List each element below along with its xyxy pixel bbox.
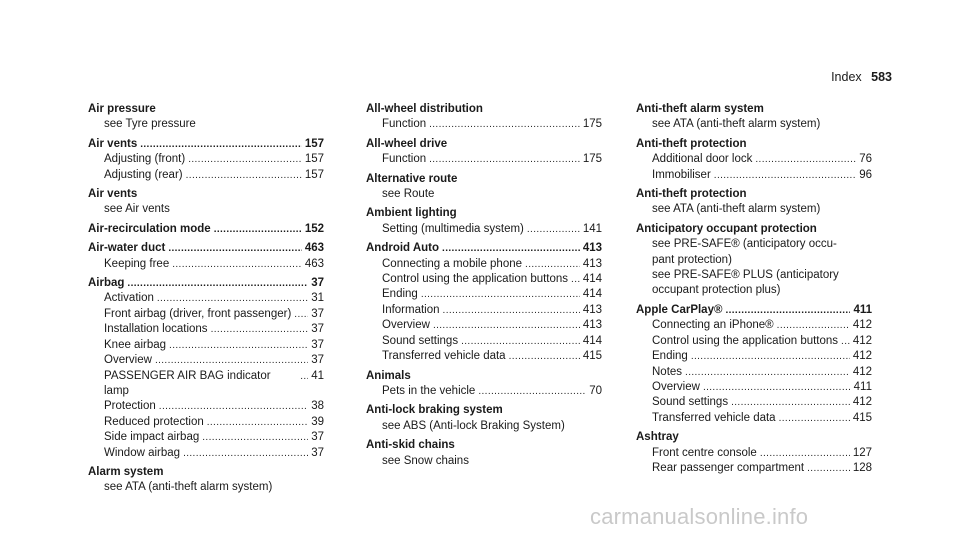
page-reference[interactable]: 141 xyxy=(582,222,602,235)
dot-leader xyxy=(755,152,856,167)
index-heading xyxy=(88,137,324,152)
index-subentry-text: Connecting an iPhone® xyxy=(652,319,774,332)
index-subentry xyxy=(366,349,602,364)
dot-leader xyxy=(202,430,308,445)
page-reference[interactable]: 175 xyxy=(582,153,602,166)
dot-leader xyxy=(685,365,850,380)
dot-leader xyxy=(140,137,302,152)
index-subentry xyxy=(88,338,324,353)
page-reference[interactable]: 37 xyxy=(311,323,324,336)
index-subentry xyxy=(636,461,872,476)
dot-leader xyxy=(691,349,850,364)
dot-leader xyxy=(421,287,580,302)
index-heading xyxy=(366,137,602,152)
dot-leader xyxy=(159,399,308,414)
index-subentry xyxy=(366,419,602,434)
page-reference[interactable]: 96 xyxy=(859,168,872,181)
index-heading-text: Anti-skid chains xyxy=(366,439,455,452)
index-subentry-text: Activation xyxy=(104,292,154,305)
index-subentry-text: Pets in the vehicle xyxy=(382,384,476,397)
index-entry xyxy=(366,137,602,168)
index-subentry-text: Ending xyxy=(652,350,688,363)
page-reference[interactable]: 463 xyxy=(304,242,324,255)
index-subentry xyxy=(366,303,602,318)
index-entry xyxy=(636,303,872,426)
dot-leader xyxy=(571,272,580,287)
index-entry xyxy=(636,222,872,299)
index-subentry-text: Setting (multimedia system) xyxy=(382,222,524,235)
dot-leader xyxy=(207,415,308,430)
index-heading-text: Anti-theft alarm system xyxy=(636,103,764,115)
index-subentry xyxy=(88,291,324,306)
index-heading xyxy=(366,241,602,256)
index-subentry xyxy=(366,117,602,132)
index-subentry xyxy=(88,117,324,132)
page-reference[interactable]: 127 xyxy=(852,446,872,459)
page-reference[interactable]: 412 xyxy=(852,319,872,332)
index-entry xyxy=(636,187,872,218)
index-heading-text: Air-water duct xyxy=(88,242,166,255)
index-subentry-text: Function xyxy=(382,118,427,131)
index-heading-text: Animals xyxy=(366,369,411,382)
page-reference[interactable]: 37 xyxy=(311,354,324,367)
index-heading xyxy=(88,276,324,291)
page-reference[interactable]: 38 xyxy=(311,400,324,413)
index-heading-text: Air vents xyxy=(88,137,138,150)
index-subentry-text: Sound settings xyxy=(652,396,729,409)
page-number: 583 xyxy=(871,70,892,84)
page-reference[interactable]: 414 xyxy=(582,334,602,347)
index-subentry-text: Overview xyxy=(382,319,430,332)
index-subentry-text: see ATA (anti-theft alarm system) xyxy=(652,203,821,216)
index-subentry-text: see Route xyxy=(382,188,435,201)
index-entry xyxy=(366,241,602,364)
index-subentry-text: Connecting a mobile phone xyxy=(382,257,523,270)
dot-leader xyxy=(478,384,586,399)
index-entry xyxy=(636,137,872,183)
index-subentry xyxy=(88,415,324,430)
index-entry xyxy=(88,465,324,496)
index-entry xyxy=(88,241,324,272)
index-subentry-text: Sound settings xyxy=(382,334,459,347)
index-heading-text: Airbag xyxy=(88,277,125,290)
dot-leader xyxy=(169,338,308,353)
dot-leader xyxy=(779,411,850,426)
dot-leader xyxy=(841,334,850,349)
index-heading-text: Anti-lock braking system xyxy=(366,404,503,417)
page-reference[interactable]: 152 xyxy=(304,222,324,235)
index-subentry-text: see ATA (anti-theft alarm system) xyxy=(652,118,821,131)
page-reference[interactable]: 37 xyxy=(311,338,324,351)
dot-leader xyxy=(525,257,580,272)
index-heading xyxy=(88,241,324,256)
dot-leader xyxy=(211,322,309,337)
page-reference[interactable]: 76 xyxy=(859,153,872,166)
page-reference[interactable]: 415 xyxy=(582,350,602,363)
index-subentry xyxy=(88,202,324,217)
index-subentry-text: Window airbag xyxy=(104,446,181,459)
index-heading-text: Anticipatory occupant protection xyxy=(636,222,817,235)
index-heading xyxy=(366,369,602,384)
page-reference[interactable]: 412 xyxy=(852,350,872,363)
index-subentry-text: Installation locations xyxy=(104,323,208,336)
index-subentry xyxy=(366,454,602,469)
page-reference[interactable]: 157 xyxy=(304,137,324,150)
index-column-2 xyxy=(366,102,602,473)
index-entry xyxy=(88,222,324,237)
index-heading xyxy=(636,303,872,318)
index-subentry-text: see ATA (anti-theft alarm system) xyxy=(104,481,273,494)
dot-leader xyxy=(172,257,302,272)
dot-leader xyxy=(443,303,580,318)
index-subentry-text: Knee airbag xyxy=(104,338,167,351)
index-subentry xyxy=(366,152,602,167)
index-subentry xyxy=(88,322,324,337)
index-heading xyxy=(366,172,602,187)
index-subentry xyxy=(88,399,324,414)
index-subentry xyxy=(366,257,602,272)
index-subentry-text: Keeping free xyxy=(104,257,170,270)
index-heading-text: Apple CarPlay® xyxy=(636,303,723,316)
index-subentry xyxy=(88,257,324,272)
index-subentry-text: see Air vents xyxy=(104,203,170,216)
index-subentry xyxy=(636,365,872,380)
dot-leader xyxy=(433,318,580,333)
page-reference[interactable]: 413 xyxy=(582,242,602,255)
dot-leader xyxy=(714,168,856,183)
index-subentry-text: Ending xyxy=(382,288,418,301)
index-heading-text: Ashtray xyxy=(636,431,679,444)
dot-leader xyxy=(188,152,302,167)
watermark: carmanualsonline.info xyxy=(590,504,809,529)
dot-leader xyxy=(294,307,308,322)
index-subentry-text: Reduced protection xyxy=(104,415,204,428)
index-subentry-text: Side impact airbag xyxy=(104,431,200,444)
index-subentry-text: see Snow chains xyxy=(382,454,469,467)
index-subentry xyxy=(636,411,872,426)
index-subentry-text: Overview xyxy=(652,380,700,393)
index-subentry xyxy=(88,353,324,368)
page-header xyxy=(831,70,892,85)
page-reference[interactable]: 415 xyxy=(852,411,872,424)
page-reference[interactable]: 463 xyxy=(304,257,324,270)
index-heading xyxy=(636,187,872,202)
page-reference[interactable]: 412 xyxy=(852,396,872,409)
dot-leader xyxy=(527,222,580,237)
index-heading xyxy=(366,206,602,221)
index-heading xyxy=(636,102,872,117)
index-heading xyxy=(88,102,324,117)
index-subentry xyxy=(636,446,872,461)
index-heading-text: Air-recirculation mode xyxy=(88,222,211,235)
dot-leader xyxy=(300,369,308,384)
index-subentry xyxy=(636,168,872,183)
dot-leader xyxy=(807,461,850,476)
index-heading xyxy=(636,430,872,445)
index-entry xyxy=(88,102,324,133)
index-heading xyxy=(88,465,324,480)
dot-leader xyxy=(777,318,850,333)
index-column-3 xyxy=(636,102,872,480)
dot-leader xyxy=(509,349,580,364)
page-reference[interactable]: 413 xyxy=(582,319,602,332)
dot-leader xyxy=(183,446,308,461)
index-subentry xyxy=(636,237,872,268)
index-subentry-text: see Tyre pressure xyxy=(104,118,196,131)
index-subentry-text: Immobiliser xyxy=(652,168,711,181)
page-reference[interactable]: 414 xyxy=(582,288,602,301)
index-subentry-text: see PRE-SAFE® PLUS (anticipatory occupant protection plus) xyxy=(652,269,839,297)
index-heading-text: Alarm system xyxy=(88,465,164,478)
page-reference[interactable]: 157 xyxy=(304,153,324,166)
index-subentry xyxy=(88,430,324,445)
index-entry xyxy=(88,276,324,461)
page-reference[interactable]: 175 xyxy=(582,118,602,131)
index-subentry xyxy=(636,395,872,410)
page-reference[interactable]: 413 xyxy=(582,257,602,270)
dot-leader xyxy=(725,303,850,318)
index-subentry-text: Transferred vehicle data xyxy=(652,411,776,424)
page-reference[interactable]: 37 xyxy=(311,431,324,444)
page-reference[interactable]: 70 xyxy=(589,384,602,397)
page-reference[interactable]: 414 xyxy=(582,273,602,286)
index-heading xyxy=(366,438,602,453)
index-subentry-text: Adjusting (rear) xyxy=(104,168,183,181)
page-reference[interactable]: 413 xyxy=(582,303,602,316)
page-reference[interactable]: 157 xyxy=(304,168,324,181)
index-entry xyxy=(88,187,324,218)
dot-leader xyxy=(157,291,308,306)
index-heading-text: Air vents xyxy=(88,188,138,201)
dot-leader xyxy=(429,117,580,132)
index-subentry-text: PASSENGER AIR BAG indicator lamp xyxy=(104,369,274,397)
index-heading xyxy=(88,187,324,202)
index-subentry-text: see ABS (Anti-lock Braking System) xyxy=(382,419,565,432)
index-subentry xyxy=(366,334,602,349)
index-heading xyxy=(366,403,602,418)
index-subentry xyxy=(88,446,324,461)
dot-leader xyxy=(168,241,301,256)
dot-leader xyxy=(703,380,851,395)
index-subentry xyxy=(366,272,602,287)
index-entry xyxy=(88,137,324,183)
dot-leader xyxy=(186,168,302,183)
index-heading xyxy=(366,102,602,117)
page-reference[interactable]: 41 xyxy=(311,369,324,382)
index-subentry xyxy=(88,168,324,183)
index-heading-text: Anti-theft protection xyxy=(636,188,747,201)
index-subentry-text: see PRE-SAFE® (anticipatory occu- pant protection) xyxy=(652,238,837,266)
dot-leader xyxy=(127,276,308,291)
page-reference[interactable]: 37 xyxy=(311,307,324,320)
page-reference[interactable]: 128 xyxy=(852,461,872,474)
index-subentry xyxy=(636,334,872,349)
dot-leader xyxy=(214,222,302,237)
index-subentry xyxy=(636,152,872,167)
index-heading-text: All-wheel distribution xyxy=(366,103,483,115)
index-column-1 xyxy=(88,102,324,500)
index-heading xyxy=(636,222,872,237)
dot-leader xyxy=(155,353,308,368)
index-heading-text: Android Auto xyxy=(366,242,440,255)
index-subentry xyxy=(636,117,872,132)
index-subentry-text: Notes xyxy=(652,365,683,378)
index-heading-text: Anti-theft protection xyxy=(636,137,747,150)
index-subentry-text: Control using the application buttons xyxy=(382,273,569,286)
index-subentry xyxy=(636,349,872,364)
index-subentry xyxy=(88,369,324,400)
dot-leader xyxy=(461,334,580,349)
index-heading-text: Air pressure xyxy=(88,103,156,115)
index-subentry xyxy=(366,222,602,237)
index-entry xyxy=(366,369,602,400)
dot-leader xyxy=(429,152,580,167)
index-subentry xyxy=(88,480,324,495)
index-heading xyxy=(88,222,324,237)
page-reference[interactable]: 37 xyxy=(311,277,324,290)
page-reference[interactable]: 39 xyxy=(311,415,324,428)
index-subentry xyxy=(88,152,324,167)
index-subentry xyxy=(636,380,872,395)
index-heading-text: Ambient lighting xyxy=(366,207,457,220)
dot-leader xyxy=(731,395,850,410)
index-subentry-text: Transferred vehicle data xyxy=(382,350,506,363)
index-entry xyxy=(366,206,602,237)
index-subentry-text: Additional door lock xyxy=(652,153,753,166)
index-entry xyxy=(366,403,602,434)
index-heading-text: Alternative route xyxy=(366,172,458,185)
index-subentry-text: Rear passenger compartment xyxy=(652,461,805,474)
index-entry xyxy=(636,102,872,133)
header-label: Index xyxy=(831,70,862,84)
index-entry xyxy=(366,172,602,203)
page-reference[interactable]: 411 xyxy=(853,380,872,393)
index-subentry xyxy=(636,268,872,299)
dot-leader xyxy=(760,446,850,461)
page-reference[interactable]: 31 xyxy=(311,292,324,305)
index-entry xyxy=(366,102,602,133)
index-subentry xyxy=(366,384,602,399)
index-subentry xyxy=(366,318,602,333)
page-reference[interactable]: 411 xyxy=(853,303,872,316)
index-subentry-text: Adjusting (front) xyxy=(104,153,186,166)
index-subentry-text: Front centre console xyxy=(652,446,757,459)
index-entry xyxy=(366,438,602,469)
index-heading xyxy=(636,137,872,152)
index-subentry-text: Overview xyxy=(104,354,152,367)
page-reference[interactable]: 412 xyxy=(852,365,872,378)
index-subentry xyxy=(366,187,602,202)
index-subentry xyxy=(636,318,872,333)
dot-leader xyxy=(442,241,580,256)
index-subentry-text: Information xyxy=(382,303,440,316)
index-heading-text: All-wheel drive xyxy=(366,137,448,150)
index-subentry xyxy=(88,307,324,322)
index-subentry-text: Control using the application buttons xyxy=(652,334,839,347)
index-subentry-text: Front airbag (driver, front passenger) xyxy=(104,307,292,320)
index-entry xyxy=(636,430,872,476)
index-subentry-text: Protection xyxy=(104,400,156,413)
index-subentry xyxy=(636,202,872,217)
index-subentry xyxy=(366,287,602,302)
index-subentry-text: Function xyxy=(382,153,427,166)
page-reference[interactable]: 37 xyxy=(311,446,324,459)
page-reference[interactable]: 412 xyxy=(852,334,872,347)
